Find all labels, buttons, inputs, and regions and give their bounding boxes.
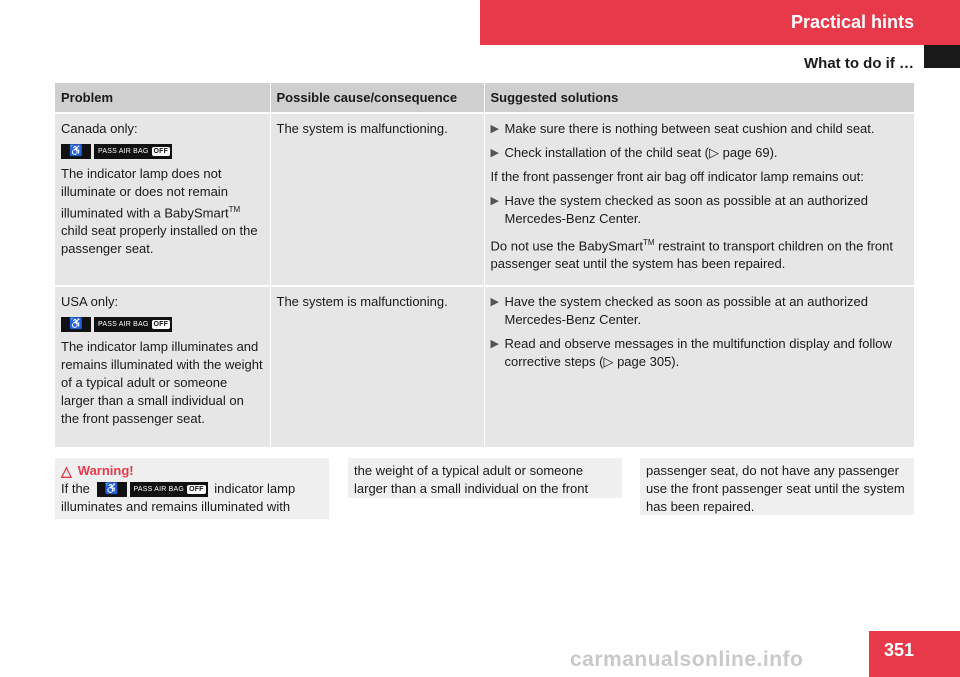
- list-item: ▶ Have the system checked as soon as possible at an authorized Mercedes-Benz Center.: [490, 193, 868, 226]
- warning-box-col1: [55, 458, 329, 519]
- list-item: ▶ Make sure there is nothing between seat cushion and child seat.: [490, 121, 875, 136]
- cause-cell: The system is malfunctioning.: [270, 113, 484, 286]
- indicator-lamp-icons: [61, 317, 264, 332]
- page-number: 351: [883, 640, 914, 660]
- solution-cell: [484, 286, 914, 447]
- solution-cell: [484, 113, 914, 286]
- list-item: ▶ Check installation of the child seat (▷ page 69).: [490, 145, 778, 160]
- table-row: [55, 286, 914, 447]
- pass-air-bag-off-icon: PASS AIR BAG OFF: [94, 144, 172, 159]
- problem-text: The indicator lamp illuminates and remains illuminated with the weight of a typical adult or someone larger than a small individual on the front passenger seat.: [61, 339, 263, 427]
- arrow-bullet-icon: ▶: [490, 338, 499, 351]
- warning-text: If the ♿ PASS AIR BAG OFF indicator lamp illuminates and remains illuminated with: [61, 481, 296, 514]
- list-item: ▶ Have the system checked as soon as possible at an authorized Mercedes-Benz Center.: [490, 294, 868, 328]
- warning-heading: △ Warning!: [61, 463, 134, 479]
- warning-triangle-icon: △: [61, 463, 72, 479]
- warning-box-col2: the weight of a typical adult or someone larger than a small individual on the front: [348, 458, 622, 498]
- indicator-lamp-icons: [61, 144, 264, 159]
- region-label: Canada only:: [61, 121, 138, 136]
- problem-cell: [55, 113, 270, 286]
- problem-text: The indicator lamp does not illuminate or does not remain illuminated with a BabySmart™ child seat properly installed on the passenger seat.: [61, 166, 258, 257]
- arrow-bullet-icon: ▶: [490, 147, 499, 159]
- child-seat-icon: ♿: [61, 144, 91, 159]
- solution-note: Do not use the BabySmart™ restraint to transport children on the front passenger seat until the system has been repaired.: [490, 238, 894, 272]
- solution-note: If the front passenger front air bag off indicator lamp remains out:: [490, 169, 864, 184]
- page-number-box: [869, 631, 960, 677]
- troubleshooting-table: [55, 83, 914, 447]
- arrow-bullet-icon: ▶: [490, 296, 499, 309]
- column-header: Problem: [55, 83, 270, 113]
- warning-box-col3: passenger seat, do not have any passenger use the front passenger seat until the system has been repaired.: [640, 458, 914, 515]
- arrow-bullet-icon: ▶: [490, 195, 499, 207]
- watermark: carmanualsonline.info: [570, 648, 804, 671]
- table-row: [55, 113, 914, 286]
- column-header: Suggested solutions: [484, 83, 914, 113]
- problem-cell: [55, 286, 270, 447]
- column-header: Possible cause/consequence: [270, 83, 484, 113]
- subsection-title: What to do if …: [804, 55, 914, 72]
- child-seat-icon: ♿: [61, 317, 91, 332]
- arrow-bullet-icon: ▶: [490, 123, 499, 135]
- section-title: Practical hints: [790, 12, 914, 32]
- cause-cell: The system is malfunctioning.: [270, 286, 484, 447]
- thumb-tab: [924, 45, 960, 68]
- table-header-row: [55, 83, 914, 113]
- child-seat-icon: ♿: [97, 482, 127, 497]
- list-item: ▶ Read and observe messages in the multifunction display and follow corrective steps (▷ page 305).: [490, 336, 892, 370]
- region-label: USA only:: [61, 294, 119, 310]
- indicator-lamp-icons: [97, 482, 208, 497]
- pass-air-bag-off-icon: PASS AIR BAG OFF: [94, 317, 172, 332]
- pass-air-bag-off-icon: PASS AIR BAG OFF: [130, 482, 208, 497]
